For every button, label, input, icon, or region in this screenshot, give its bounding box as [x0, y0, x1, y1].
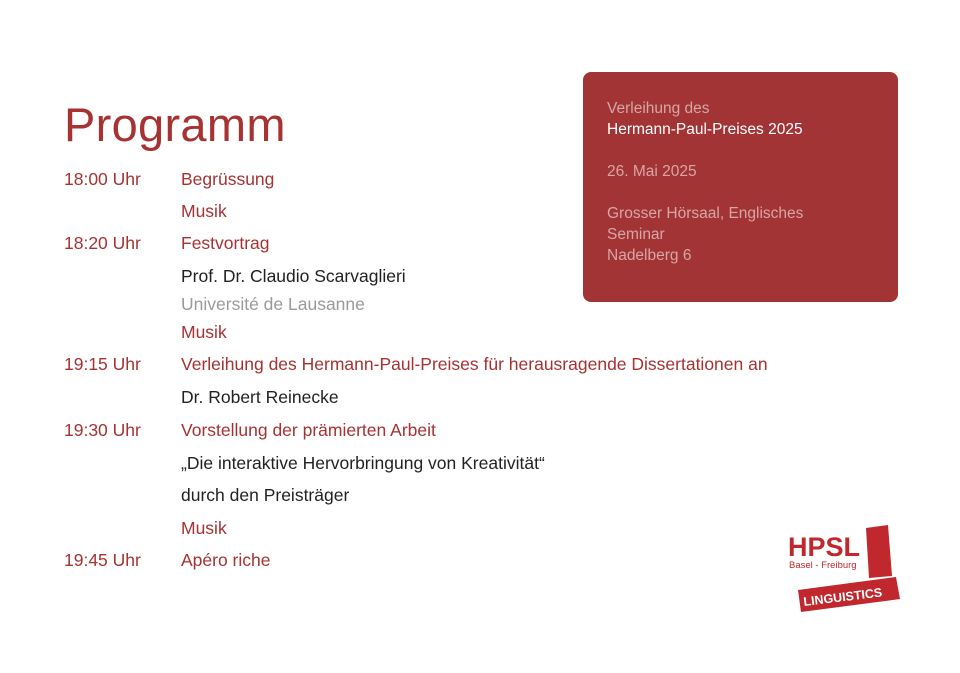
event-title-line2: Hermann-Paul-Preises 2025	[607, 121, 803, 138]
schedule-time: 18:00 Uhr	[64, 169, 141, 189]
schedule-item: Musik	[181, 518, 227, 538]
schedule-item: Festvortrag	[181, 233, 270, 253]
schedule-time: 19:30 Uhr	[64, 420, 141, 440]
event-title-line1: Verleihung des	[607, 100, 710, 117]
schedule-time: 18:20 Uhr	[64, 233, 141, 253]
event-location-line2: Seminar	[607, 226, 665, 243]
schedule-item: Musik	[181, 322, 227, 342]
event-date: 26. Mai 2025	[607, 163, 697, 180]
schedule-item: Apéro riche	[181, 550, 271, 570]
hpsl-logo	[784, 522, 904, 614]
laureate-name: Dr. Robert Reinecke	[181, 387, 339, 407]
schedule-time: 19:45 Uhr	[64, 550, 141, 570]
schedule-item: durch den Preisträger	[181, 485, 350, 505]
logo-text: HPSL	[788, 532, 861, 562]
page-title: Programm	[64, 98, 286, 152]
logo-banner-text: LINGUISTICS	[802, 585, 883, 609]
event-info-box	[583, 72, 898, 302]
schedule-item: Verleihung des Hermann-Paul-Preises für herausragende Dissertationen an	[181, 354, 768, 374]
speaker-name: Prof. Dr. Claudio Scarvaglieri	[181, 266, 406, 286]
schedule-time: 19:15 Uhr	[64, 354, 141, 374]
event-location-line1: Grosser Hörsaal, Englisches	[607, 205, 804, 222]
schedule-item: Musik	[181, 201, 227, 221]
schedule-item: Vorstellung der prämierten Arbeit	[181, 420, 436, 440]
thesis-title: „Die interaktive Hervorbringung von Kreativität“	[181, 453, 545, 473]
logo-subtext: Basel - Freiburg	[789, 560, 857, 571]
schedule-item: Begrüssung	[181, 169, 275, 189]
event-location-line3: Nadelberg 6	[607, 247, 692, 264]
speaker-affiliation: Université de Lausanne	[181, 294, 365, 314]
